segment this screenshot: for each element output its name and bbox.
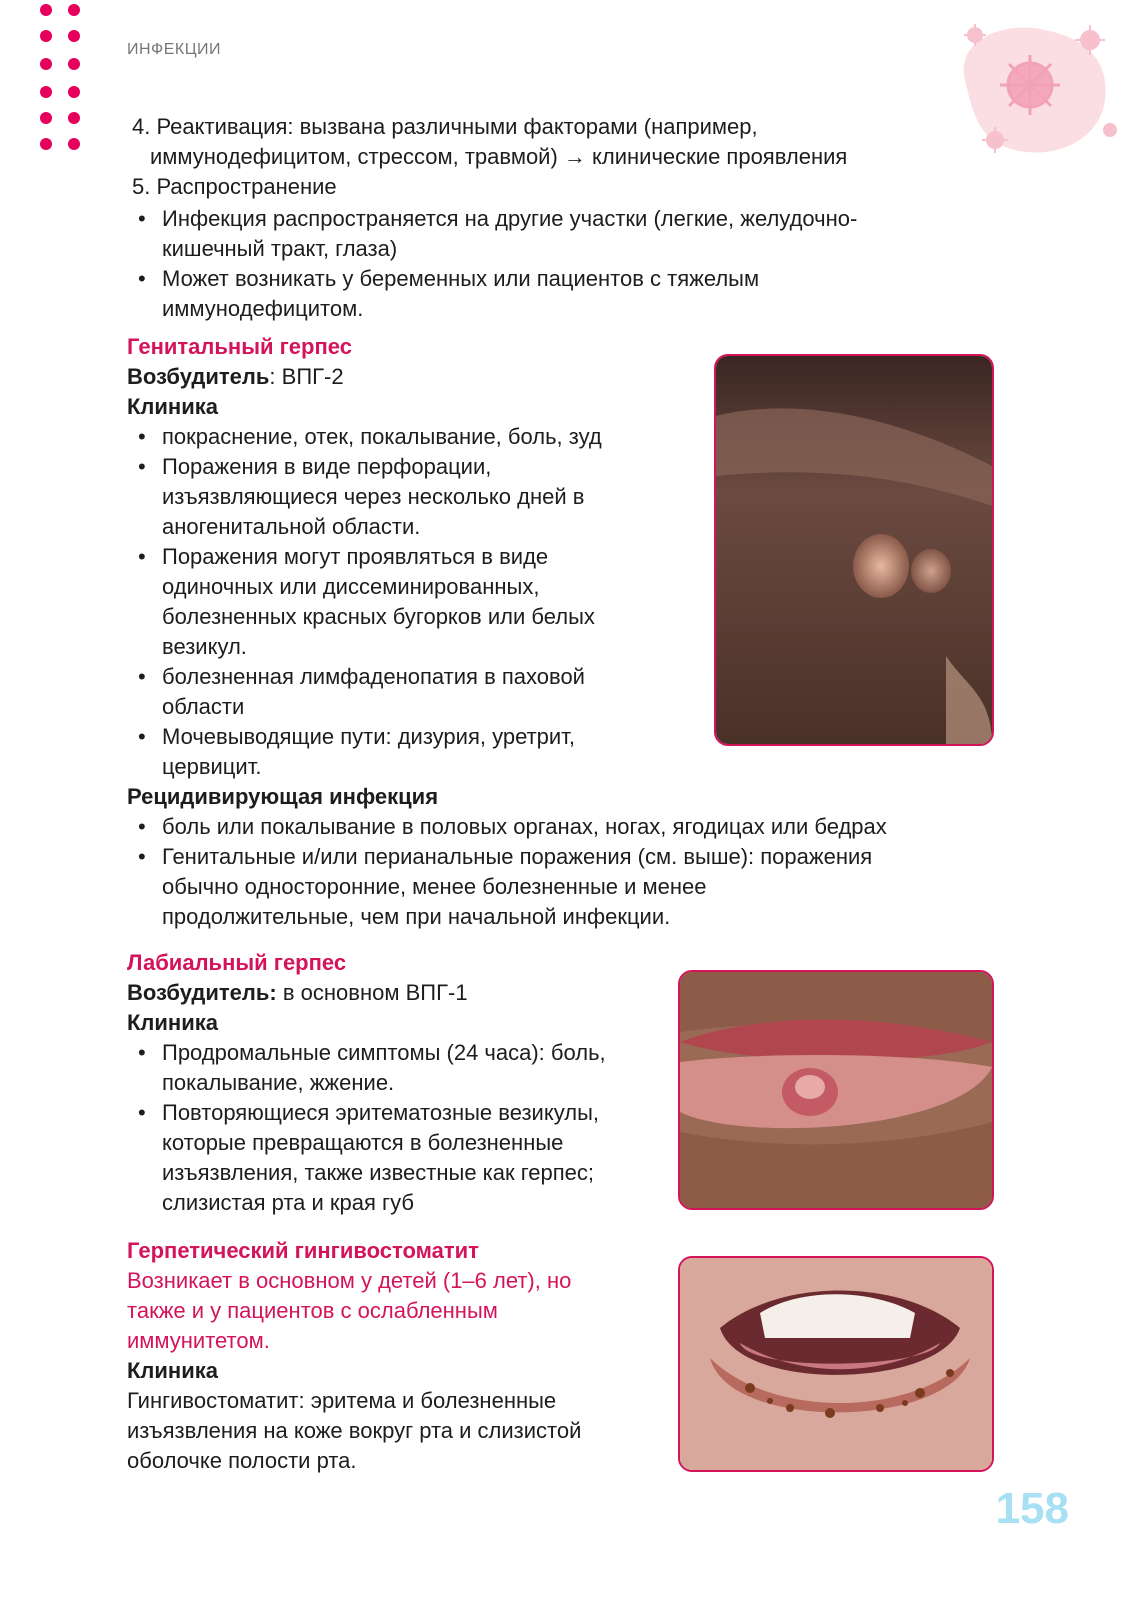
note-line: Возникает в основном у детей (1–6 лет), но	[127, 1268, 572, 1293]
text-line: изъязвления на коже вокруг рта и слизистой	[127, 1418, 582, 1443]
note-line: также и у пациентов с ослабленным	[127, 1298, 498, 1323]
list-item: • боль или покалывание в половых органах, ногах, ягодицах или бедрах	[162, 812, 887, 842]
clinic-label: Клиника	[127, 1010, 218, 1035]
pathogen-line: Возбудитель: ВПГ-2	[127, 364, 344, 389]
labial-herpes-photo	[678, 970, 994, 1210]
list-item: • болезненная лимфаденопатия в паховой области	[162, 662, 887, 722]
stage-4-cont: иммунодефицитом, стрессом, травмой) → клинические проявления	[150, 144, 848, 169]
list-item: • Генитальные и/или перианальные поражения (см. выше): поражения обычно односторонние, менее болезненные и менее продолжительные, чем при начальной инфекции.	[162, 842, 887, 932]
list-item: • Повторяющиеся эритематозные везикулы, которые превращаются в болезненные изъязвления, также известные как герпес; слизистая рта и края губ	[162, 1098, 606, 1218]
gingivostomatitis-photo	[678, 1256, 994, 1472]
clinic-label: Клиника	[127, 1358, 218, 1383]
page-number: 158	[995, 1484, 1069, 1533]
section-heading: Герпетический гингивостоматит	[127, 1238, 479, 1263]
list-item: • Мочевыводящие пути: дизурия, уретрит, цервицит.	[162, 722, 887, 782]
clinic-label: Клиника	[127, 394, 218, 419]
recurrent-label: Рецидивирующая инфекция	[127, 784, 439, 809]
list-item: • Инфекция распространяется на другие участки (легкие, желудочно- кишечный тракт, глаза)	[162, 204, 857, 264]
section-label: ИНФЕКЦИИ	[127, 41, 222, 58]
list-item: • Поражения в виде перфорации, изъязвляющиеся через несколько дней в аногенитальной области.	[162, 452, 887, 542]
labial-herpes-section	[127, 948, 606, 1218]
stage-5: 5. Распространение	[132, 174, 337, 199]
genital-herpes-photo	[714, 354, 994, 746]
section-heading: Лабиальный герпес	[127, 950, 347, 975]
list-item: • Продромальные симптомы (24 часа): боль, покалывание, жжение.	[162, 1038, 606, 1098]
decorative-dots	[40, 0, 90, 160]
stage-4: 4. Реактивация: вызвана различными факторами (например,	[132, 114, 758, 139]
pathogen-line: Возбудитель: в основном ВПГ-1	[127, 980, 468, 1005]
virus-icon	[935, 0, 1131, 170]
gingivostomatitis-section	[127, 1236, 581, 1476]
text-line: Гингивостоматит: эритема и болезненные	[127, 1388, 557, 1413]
list-item: • Поражения могут проявляться в виде одиночных или диссеминированных, болезненных красных бугорков или белых везикул.	[162, 542, 887, 662]
section-heading: Генитальный герпес	[127, 334, 352, 359]
intro-bullets	[127, 204, 857, 324]
text-line: оболочке полости рта.	[127, 1448, 357, 1473]
list-item: • покраснение, отек, покалывание, боль, зуд	[162, 422, 887, 452]
list-item: • Может возникать у беременных или пациентов с тяжелым иммунодефицитом.	[162, 264, 857, 324]
intro-list	[132, 112, 847, 202]
note-line: иммунитетом.	[127, 1328, 270, 1353]
